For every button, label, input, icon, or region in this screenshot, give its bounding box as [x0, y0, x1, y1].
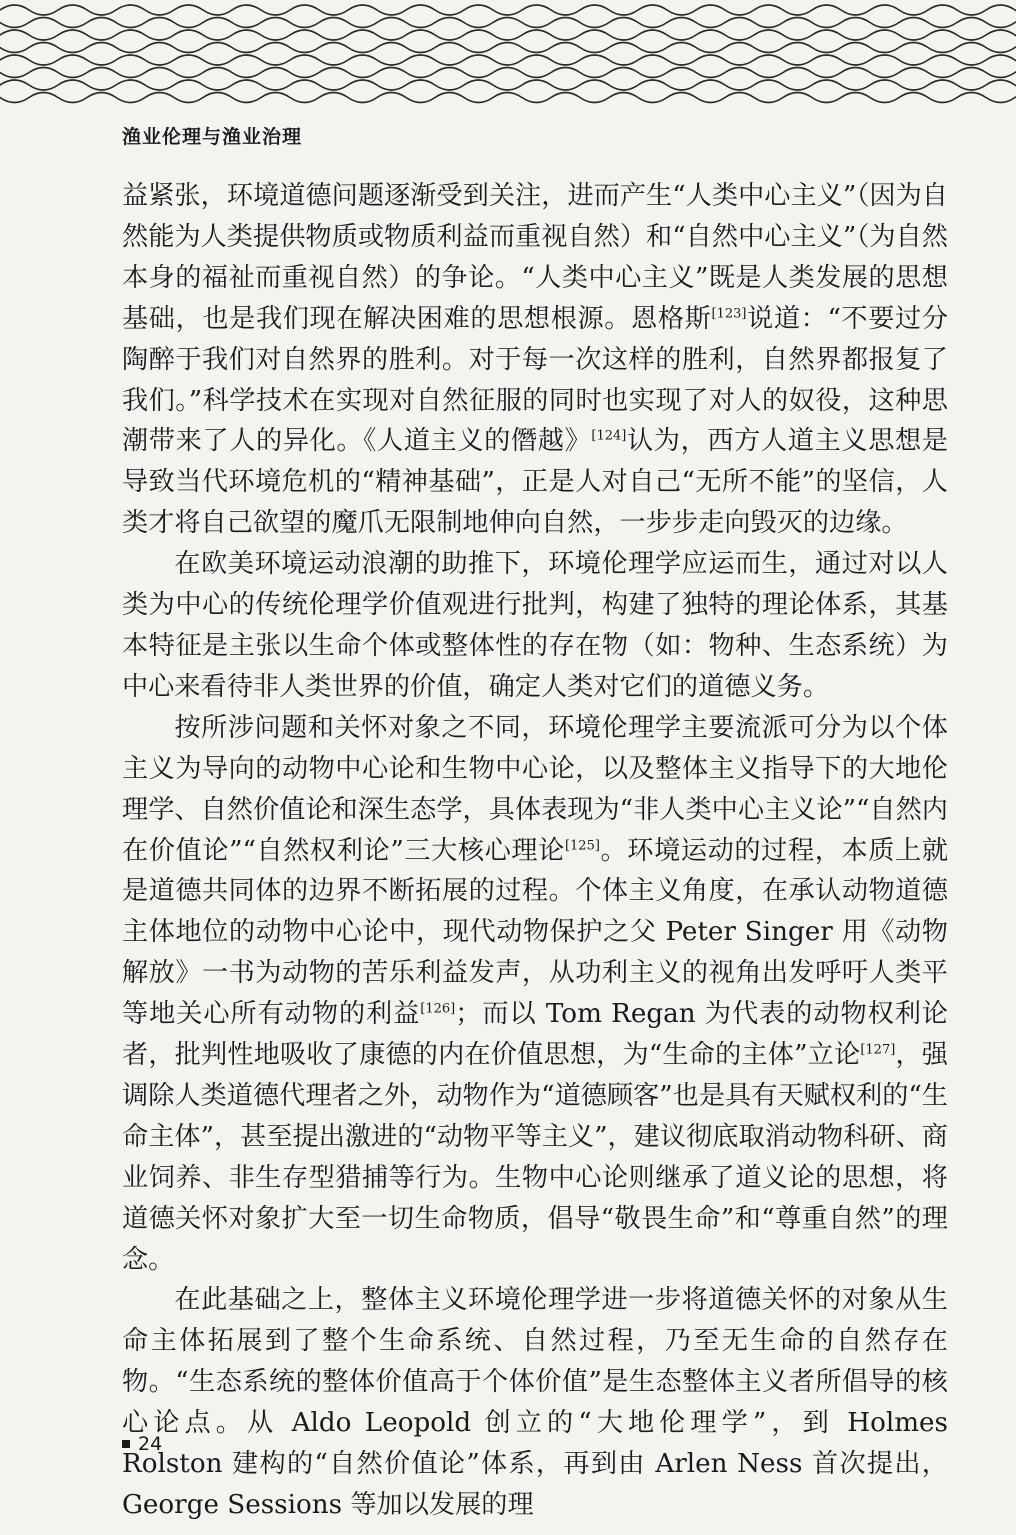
wave-line — [0, 5, 1016, 15]
paragraph-text: ；而以 Tom Regan 为代表的动物权利论者，批判性地吸收了康德的内在价值思想，为“生命的主体”立论 — [122, 999, 948, 1071]
paragraph-text: 。环境运动的过程，本质上就是道德共同体的边界不断拓展的过程。个体主义角度，在承认动物道德主体地位的动物中心论中，现代动物保护之父 Peter Singer 用《动物解放》一书为动物的苦乐利益发声，从功利主义的视角出发呼吁人类平等地关心所有动物的利益 — [122, 835, 949, 1030]
paragraph-text: 益紧张，环境道德问题逐渐受到关注，进而产生“人类中心主义”（因为自然能为人类提供物质或物质利益而重视自然）和“自然中心主义”（为自然本身的福祉而重视自然）的争论。“人类中心主义”既是人类发展的思想基础，也是我们现在解决困难的思想根源。恩格斯 — [122, 181, 948, 334]
wave-line — [0, 43, 1016, 53]
paragraph-text: 在欧美环境运动浪潮的助推下，环境伦理学应运而生，通过对以人类为中心的传统伦理学价值观进行批判，构建了独特的理论体系，其基本特征是主张以生命个体或整体性的存在物（如：物种、生态系统）为中心来看待非人类世界的价值，确定人类对它们的道德义务。 — [122, 549, 948, 702]
citation-ref: [127] — [860, 1042, 896, 1058]
body-text — [122, 176, 948, 1526]
wave-line — [0, 30, 1016, 40]
wave-line — [0, 68, 1016, 78]
citation-ref: [126] — [420, 1001, 456, 1017]
wave-line — [0, 93, 1016, 103]
page-footer — [122, 1433, 162, 1455]
paragraph-text: 按所涉问题和关怀对象之不同，环境伦理学主要流派可分为以个体主义为导向的动物中心论和生物中心论，以及整体主义指导下的大地伦理学、自然价值论和深生态学，具体表现为“非人类中心主义论”“自然内在价值论”“自然权利论”三大核心理论 — [122, 712, 948, 866]
paragraph-text: ，强调除人类道德代理者之外，动物作为“道德顾客”也是具有天赋权利的“生命主体”，甚至提出激进的“动物平等主义”，建议彻底取消动物科研、商业饲养、非生存型猎捕等行为。生物中心论则继承了道义论的思想，将道德关怀对象扩大至一切生命物质，倡导“敬畏生命”和“尊重自然”的理念。 — [122, 1040, 948, 1275]
citation-ref: [123] — [711, 305, 747, 321]
paragraph — [122, 176, 948, 544]
page-bullet-icon — [122, 1440, 130, 1448]
page-number: 24 — [138, 1433, 163, 1455]
paragraph-text: 说道：“不要过分陶醉于我们对自然界的胜利。对于每一次这样的胜利，自然界都报复了我们。”科学技术在实现对自然征服的同时也实现了对人的奴役，这种思潮带来了人的异化。《人道主义的僭越》 — [122, 303, 949, 457]
wave-line — [0, 55, 1016, 65]
paragraph — [122, 1280, 948, 1525]
citation-ref: [125] — [564, 837, 600, 853]
wave-pattern-header — [0, 0, 1016, 112]
running-head: 渔业伦理与渔业治理 — [122, 126, 303, 148]
paragraph — [122, 544, 948, 708]
paragraph-text: 在此基础之上，整体主义环境伦理学进一步将道德关怀的对象从生命主体拓展到了整个生命系统、自然过程，乃至无生命的自然存在物。“生态系统的整体价值高于个体价值”是生态整体主义者所倡导的核心论点。从 Aldo Leopold 创立的“大地伦理学”，到 Holmes Rolston 建构的“自然价值论”体系，再到由 Arlen Ness 首次提出，George Sessions 等加以发展的理 — [122, 1285, 948, 1520]
citation-ref: [124] — [591, 428, 627, 444]
paragraph-text: 认为，西方人道主义思想是导致当代环境危机的“精神基础”，正是人对自己“无所不能”的坚信，人类才将自己欲望的魔爪无限制地伸向自然，一步步走向毁灭的边缘。 — [122, 426, 948, 539]
paragraph — [122, 708, 948, 1281]
wave-line — [0, 18, 1016, 28]
wave-line — [0, 80, 1016, 90]
